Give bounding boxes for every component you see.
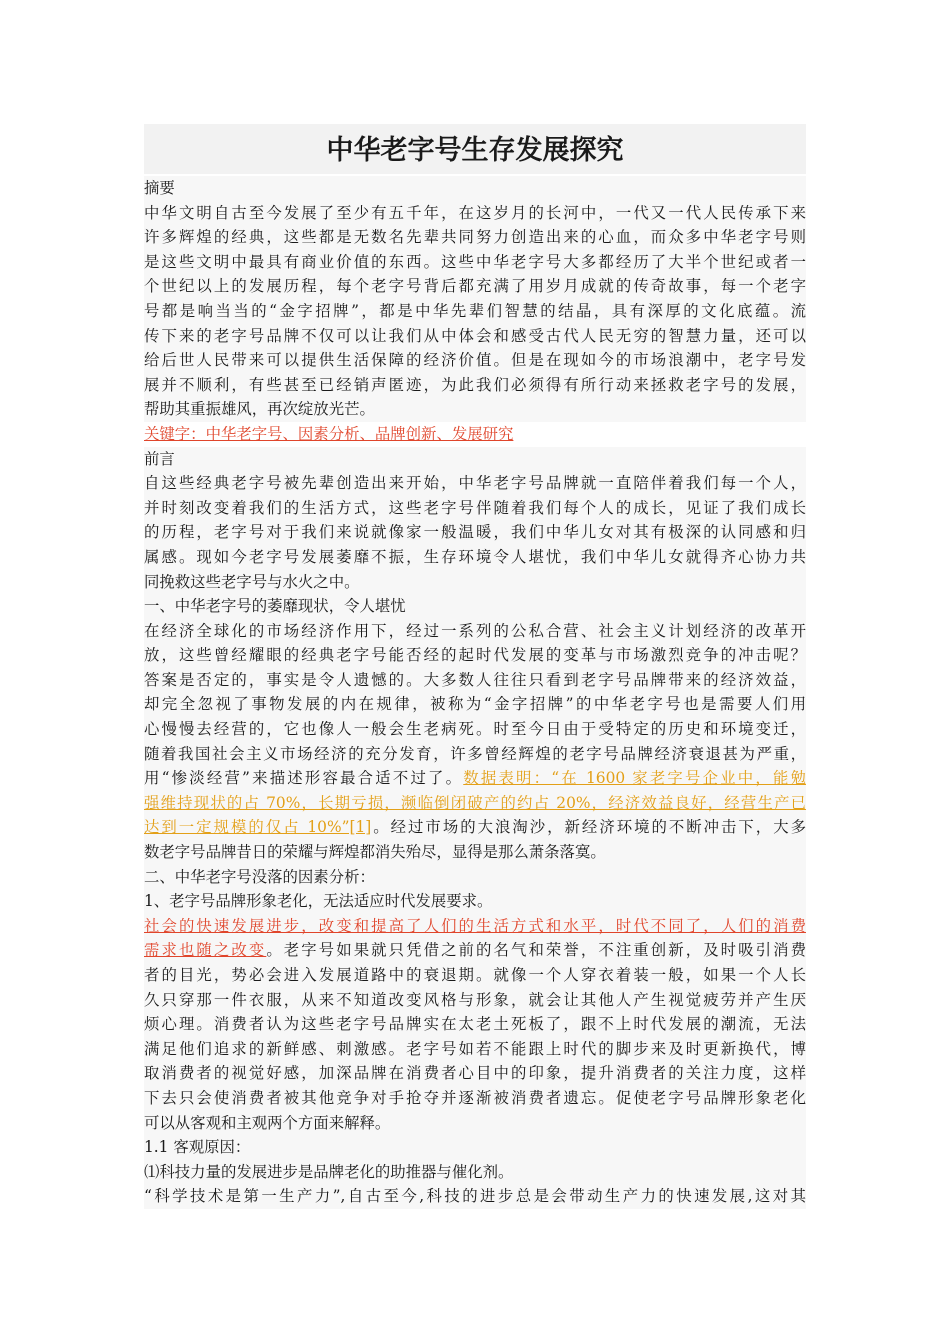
highlighted-text: 需求也随之改变: [144, 941, 267, 960]
highlighted-text: 社会的快速发展进步，改变和提高了人们的生活方式和水平，时代不同了，人们的消费: [144, 916, 806, 935]
line-text: 可以从客观和主观两个方面来解释。: [144, 1113, 391, 1132]
line-text: 心慢慢去经营的，它也像人一般会生老病死。时至今日由于受特定的历史和环境变迁，: [144, 720, 806, 739]
text-line: [144, 471, 806, 496]
line-text: 给后世人民带来可以提供生活保障的经济价值。但是在现如今的市场浪潮中，老字号发: [144, 351, 806, 370]
text-line: [144, 496, 806, 521]
text-line: [144, 619, 806, 644]
citation-text: 强维持现状的占 70%，长期亏损，濒临倒闭破产的约占 20%，经济效益良好，经营生产已: [144, 793, 806, 812]
line-text: 传下来的老字号品牌不仅可以让我们从中体会和感受古代人民无穷的智慧力量，还可以: [144, 326, 806, 345]
text-line: [144, 447, 806, 472]
text-line: [144, 988, 806, 1013]
line-text: 属感。现如今老字号发展萎靡不振，生存环境令人堪忧，我们中华儿女就得齐心协力共: [144, 547, 806, 566]
text-line: [144, 1086, 806, 1111]
line-text: 。经过市场的大浪淘沙，新经济环境的不断冲击下，大多: [371, 818, 806, 837]
text-line: [144, 324, 806, 349]
line-text: 却完全忽视了事物发展的内在规律，被称为“金字招牌”的中华老字号也是需要人们用: [144, 695, 806, 714]
line-text: 是这些文明中最具有商业价值的东西。这些中华老字号大多都经历了大半个世纪或者一: [144, 252, 806, 271]
line-text: 同挽救这些老字号与水火之中。: [144, 572, 360, 591]
text-line: [144, 668, 806, 693]
line-text: 的历程，老字号对于我们来说就像家一般温暖，我们中华儿女对其有极深的认同感和归: [144, 523, 806, 542]
line-text: 1、老字号品牌形象老化，无法适应时代发展要求。: [144, 892, 493, 911]
line-text: 在经济全球化的市场经济作用下，经过一系列的公私合营、社会主义计划经济的改革开: [144, 621, 806, 640]
text-line: [144, 1037, 806, 1062]
text-line: [144, 889, 806, 914]
line-text: 答案是否定的，事实是令人遗憾的。大多数人往往只看到老字号品牌带来的经济效益，: [144, 670, 806, 689]
text-line: [144, 520, 806, 545]
line-text: 二、中华老字号没落的因素分析：: [144, 867, 375, 886]
text-line: [144, 692, 806, 717]
line-text: 许多辉煌的经典，这些都是无数名先辈共同努力创造出来的心血，而众多中华老字号则: [144, 228, 806, 247]
line-text: ⑴科技力量的发展进步是品牌老化的助推器与催化剂。: [144, 1162, 514, 1181]
text-line: [144, 815, 806, 840]
text-line: [144, 1135, 806, 1160]
text-line: [144, 1111, 806, 1136]
line-text: 取消费者的视觉好感，加深品牌在消费者心目中的印象，提升消费者的关注力度，这样: [144, 1064, 806, 1083]
highlighted-text: 关键字：中华老字号、因素分析、品牌创新、发展研究: [144, 424, 514, 443]
text-line: [144, 717, 806, 742]
line-text: 中华文明自古至今发展了至少有五千年，在这岁月的长河中，一代又一代人民传承下来: [144, 203, 806, 222]
text-line: [144, 643, 806, 668]
citation-text: 达到一定规模的仅占 10%”[1]: [144, 818, 372, 837]
text-line: [144, 397, 806, 422]
line-text: 1.1 客观原因：: [144, 1138, 251, 1157]
document-body: [144, 176, 806, 1209]
text-line: [144, 250, 806, 275]
text-line: [144, 373, 806, 398]
document-page: [144, 124, 806, 1209]
line-text: 者的目光，势必会进入发展道路中的衰退期。就像一个人穿衣着装一般，如果一个人长: [144, 966, 806, 984]
text-line: [144, 791, 806, 816]
line-text: 放，这些曾经耀眼的经典老字号能否经的起时代发展的变革与市场激烈竞争的冲击呢？: [144, 646, 806, 665]
text-line: [144, 1012, 806, 1037]
line-text: 随着我国社会主义市场经济的充分发育，许多曾经辉煌的老字号品牌经济衰退甚为严重，: [144, 744, 806, 763]
line-text: 久只穿那一件衣服，从来不知道改变风格与形象，就会让其他人产生视觉疲劳并产生厌: [144, 990, 806, 1009]
line-text: 满足他们追求的新鲜感、刺激感。老字号如若不能跟上时代的脚步来及时更新换代，博: [144, 1039, 806, 1058]
text-line: [144, 840, 806, 865]
document-title: 中华老字号生存发展探究: [144, 124, 806, 174]
text-line: [144, 914, 806, 939]
text-line: [144, 225, 806, 250]
text-line: [144, 348, 806, 373]
line-text: 下去只会使消费者被其他竞争对手抢夺并逐渐被消费者遗忘。促使老字号品牌形象老化: [144, 1088, 806, 1107]
text-line: [144, 742, 806, 767]
text-line: [144, 865, 806, 890]
text-line: [144, 299, 806, 324]
line-text: “科学技术是第一生产力”,自古至今,科技的进步总是会带动生产力的快速发展,这对其: [144, 1187, 806, 1206]
text-line: [144, 1061, 806, 1086]
line-text: 个世纪以上的发展历程，每个老字号背后都充满了用岁月成就的传奇故事，每一个老字: [144, 277, 806, 296]
text-line: [144, 1160, 806, 1185]
line-text: 一、中华老字号的萎靡现状，令人堪忧: [144, 597, 406, 616]
text-line: [144, 545, 806, 570]
text-line: [144, 938, 806, 963]
line-text: 号都是响当当的“金字招牌”，都是中华先辈们智慧的结晶，具有深厚的文化底蕴。流: [144, 301, 806, 320]
text-line: [144, 1184, 806, 1209]
text-line: [144, 201, 806, 226]
line-text: 前言: [144, 449, 175, 468]
citation-text: 数据表明：“在 1600 家老字号企业中，能勉: [463, 769, 806, 788]
text-line: [144, 766, 806, 791]
line-text: 展并不顺利，有些甚至已经销声匿迹，为此我们必须得有所行动来拯救老字号的发展，: [144, 375, 806, 394]
text-line: [144, 274, 806, 299]
line-text: 摘要: [144, 179, 175, 197]
line-text: 。老字号如果就只凭借之前的名气和荣誉，不注重创新，及时吸引消费: [266, 941, 806, 960]
text-line: [144, 570, 806, 595]
line-text: 并时刻改变着我们的生活方式，这些老字号伴随着我们每个人的成长，见证了我们成长: [144, 498, 806, 517]
line-text: 帮助其重振雄风，再次绽放光芒。: [144, 400, 375, 419]
text-line: [144, 594, 806, 619]
line-text: 自这些经典老字号被先辈创造出来开始，中华老字号品牌就一直陪伴着我们每一个人，: [144, 474, 806, 493]
line-text: 用“惨淡经营”来描述形容最合适不过了。: [144, 769, 464, 788]
text-line: [144, 963, 806, 988]
line-text: 烦心理。消费者认为这些老字号品牌实在太老土死板了，跟不上时代发展的潮流，无法: [144, 1015, 806, 1034]
text-line: [144, 176, 806, 201]
line-text: 数老字号品牌昔日的荣耀与辉煌都消失殆尽，显得是那么萧条落寞。: [144, 843, 606, 862]
text-line: [144, 422, 806, 447]
